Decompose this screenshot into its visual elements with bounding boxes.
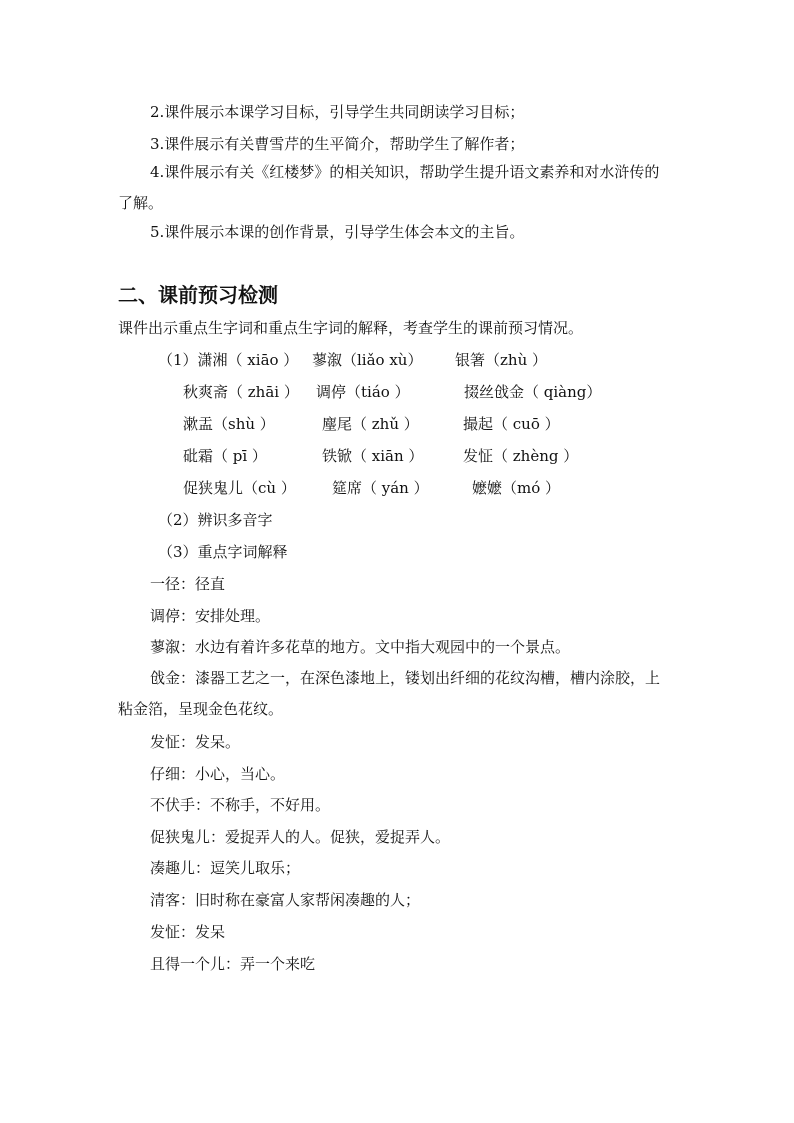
definition-item: 发怔：发呆 [150, 923, 226, 941]
pinyin-item: （1）潇湘（ xiāo ） [158, 351, 299, 369]
pinyin-item: 筵席（ yán ） [332, 479, 429, 497]
definition-item: 戗金：漆器工艺之一，在深色漆地上，镂划出纤细的花纹沟槽，槽内涂胶，上 [150, 669, 661, 687]
intro-item-4: 4.课件展示有关《红楼梦》的相关知识，帮助学生提升语文素养和对水浒传的 [150, 163, 660, 181]
pinyin-item: 秋爽斋（ zhāi ） [183, 383, 299, 401]
pinyin-item: 铁锨（ xiān ） [322, 447, 424, 465]
definition-item: 调停：安排处理。 [150, 607, 271, 625]
pinyin-item: 麈尾（ zhǔ ） [322, 415, 419, 433]
intro-item-5: 5.课件展示本课的创作背景，引导学生体会本文的主旨。 [150, 223, 525, 241]
pinyin-item: 漱盂（shù ） [183, 415, 275, 433]
pinyin-item: 撮起（ cuō ） [463, 415, 560, 433]
definition-item: 一径：径直 [150, 575, 226, 593]
pinyin-item: 掇丝戗金（ qiàng） [464, 383, 602, 401]
definition-item: 发怔：发呆。 [150, 733, 241, 751]
section-heading: 二、课前预习检测 [118, 283, 278, 307]
intro-item-4-cont: 了解。 [118, 194, 164, 212]
pinyin-item: 促狭鬼儿（cù ） [183, 479, 296, 497]
section-description: 课件出示重点生字词和重点生字词的解释，考查学生的课前预习情况。 [118, 319, 584, 337]
pinyin-item: 发怔（ zhèng ） [463, 447, 579, 465]
definition-item: 促狭鬼儿：爱捉弄人的人。促狭，爱捉弄人。 [150, 828, 451, 846]
intro-item-2: 2.课件展示本课学习目标，引导学生共同朗读学习目标； [150, 103, 525, 121]
definition-item: 且得一个儿：弄一个来吃 [150, 955, 316, 973]
pinyin-item: 蓼溆（liǎo xù） [312, 351, 423, 369]
definition-item: 仔细：小心，当心。 [150, 765, 286, 783]
definition-item-cont: 粘金箔，呈现金色花纹。 [118, 700, 284, 718]
definition-item: 蓼溆：水边有着许多花草的地方。文中指大观园中的一个景点。 [150, 638, 571, 656]
intro-item-3: 3.课件展示有关曹雪芹的生平简介，帮助学生了解作者； [150, 135, 525, 153]
definition-item: 清客：旧时称在豪富人家帮闲凑趣的人； [150, 891, 421, 909]
pinyin-item: 砒霜（ pī ） [183, 447, 267, 465]
subsection-definitions: （3）重点字词解释 [158, 543, 288, 561]
pinyin-item: 银箸（zhù ） [455, 351, 547, 369]
subsection-polyphonic: （2）辨识多音字 [158, 511, 273, 529]
pinyin-item: 嬷嬷（mó ） [472, 479, 561, 497]
definition-item: 不伏手：不称手，不好用。 [150, 796, 331, 814]
definition-item: 凑趣儿：逗笑儿取乐； [150, 859, 301, 877]
pinyin-item: 调停（tiáo ） [316, 383, 410, 401]
